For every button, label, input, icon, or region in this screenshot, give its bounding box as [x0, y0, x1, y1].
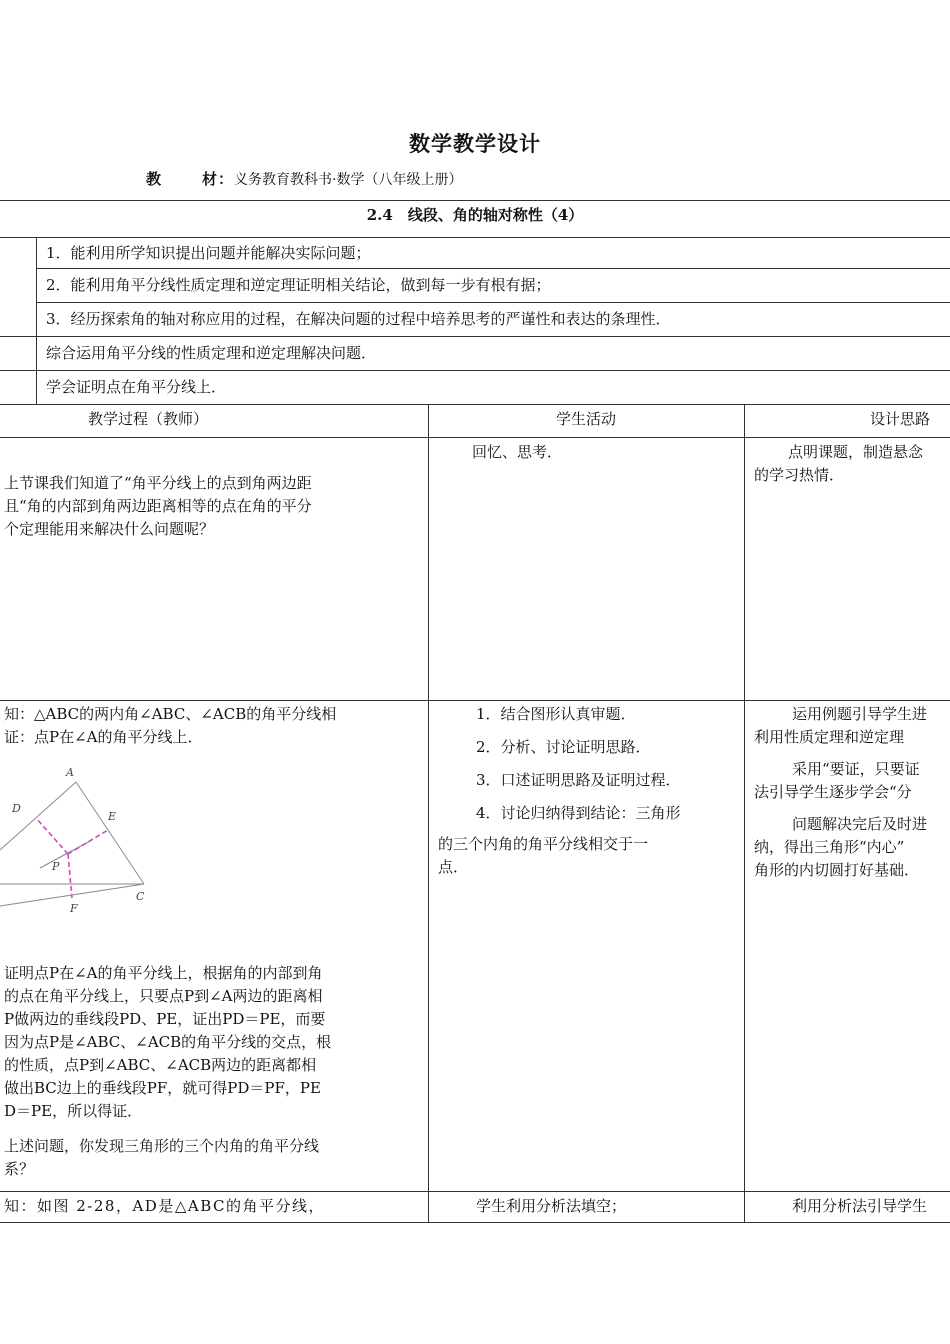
- label-D: D: [12, 802, 21, 815]
- text-line: 点．: [438, 858, 469, 876]
- text-line: 系？: [4, 1160, 35, 1178]
- objective-item: 2．能利用角平分线性质定理和逆定理证明相关结论，做到每一步有根有据；: [46, 276, 551, 294]
- row-line: [0, 437, 950, 438]
- row2-design: [754, 703, 950, 882]
- col-line: [744, 404, 745, 1222]
- text-line: 角形的内切圆打好基础．: [754, 861, 920, 879]
- text-line: 纳，得出三角形“内心”: [754, 838, 905, 856]
- text-line: 的点在角平分线上，只要点P到∠A两边的距离相: [4, 987, 323, 1005]
- text-line: 3．口述证明思路及证明过程．: [476, 771, 681, 789]
- text-line: 点明课题，制造悬念: [788, 443, 924, 461]
- row2-teacher-top: [4, 703, 424, 749]
- header-teacher: 教学过程（教师）: [87, 410, 208, 428]
- difficulty: 学会证明点在角平分线上．: [46, 378, 227, 396]
- row2-student: [438, 703, 738, 879]
- text-line: P做两边的垂线段PD、PE，证出PD＝PE，而要: [4, 1010, 326, 1028]
- label-E: E: [108, 810, 117, 823]
- text-line: 因为点P是∠ABC、∠ACB的角平分线的交点，根: [4, 1033, 332, 1051]
- col-line: [428, 404, 429, 1222]
- table-top-border: [0, 200, 950, 201]
- lesson-title: 2.4 线段、角的轴对称性（4）: [366, 206, 584, 224]
- text-line: 证：点P在∠A的角平分线上．: [4, 728, 203, 746]
- triangle-figure: [0, 760, 170, 920]
- row1-student: 回忆、思考．: [472, 443, 563, 461]
- row-line: [0, 1191, 950, 1192]
- row1-design: [754, 441, 950, 487]
- text-line: D＝PE，所以得证．: [4, 1102, 143, 1120]
- material-label-b: 材：: [202, 170, 235, 188]
- text-line: 上节课我们知道了“角平分线上的点到角两边距: [4, 474, 312, 492]
- text-line: 的三个内角的角平分线相交于一: [438, 835, 649, 853]
- row-line: [36, 268, 950, 269]
- row3-teacher: 知：如图 2-28，AD是△ABC的角平分线，: [4, 1197, 325, 1215]
- text-line: 采用“要证，只要证: [792, 760, 920, 778]
- row2-teacher-end: [4, 1135, 424, 1181]
- side-AB: [0, 782, 76, 850]
- table-bottom-border: [0, 1222, 950, 1223]
- text-line: 法引导学生逐步学会“分: [754, 783, 912, 801]
- header-design: 设计思路: [870, 410, 931, 428]
- material-line: [146, 168, 462, 189]
- key-point: 综合运用角平分线的性质定理和逆定理解决问题．: [46, 344, 377, 362]
- perp-PF: [68, 854, 72, 898]
- text-line: 做出BC边上的垂线段PF，就可得PD＝PF，PE: [4, 1079, 321, 1097]
- row2-teacher-bottom: [4, 962, 424, 1123]
- row3-design: 利用分析法引导学生: [792, 1197, 928, 1215]
- row-line: [0, 237, 950, 238]
- row-line: [0, 370, 950, 371]
- text-line: 1．结合图形认真审题．: [476, 705, 636, 723]
- col-line: [36, 237, 37, 404]
- objective-item: 3．经历探索角的轴对称应用的过程，在解决问题的过程中培养思考的严谨性和表达的条理性．: [46, 310, 671, 328]
- objective-item: 1．能利用所学知识提出问题并能解决实际问题；: [46, 244, 371, 262]
- text-line: 个定理能用来解决什么问题呢？: [4, 520, 215, 538]
- row1-teacher: [4, 472, 424, 541]
- text-line: 利用性质定理和逆定理: [754, 728, 905, 746]
- material-label-a: 教: [146, 170, 163, 188]
- text-line: 证明点P在∠A的角平分线上，根据角的内部到角: [4, 964, 323, 982]
- row-line: [0, 700, 950, 701]
- text-line: 4．讨论归纳得到结论：三角形: [476, 804, 681, 822]
- text-line: 2．分析、讨论证明思路．: [476, 738, 651, 756]
- side-AC: [76, 782, 144, 884]
- text-line: 上述问题，你发现三角形的三个内角的角平分线: [4, 1137, 320, 1155]
- header-student: 学生活动: [555, 410, 616, 428]
- doc-title: 数学教学设计: [409, 131, 541, 156]
- row3-student: 学生利用分析法填空；: [476, 1197, 627, 1215]
- text-line: 且“角的内部到角两边距离相等的点在角的平分: [4, 497, 312, 515]
- text-line: 问题解决完后及时进: [792, 815, 928, 833]
- material-value: 义务教育教科书·数学（八年级上册）: [234, 172, 463, 188]
- row-line: [0, 336, 950, 337]
- row-line: [0, 404, 950, 405]
- label-C: C: [136, 890, 145, 903]
- label-F: F: [70, 902, 78, 915]
- perp-PD: [36, 818, 68, 854]
- label-A: A: [66, 766, 74, 779]
- row-line: [36, 302, 950, 303]
- text-line: 的性质，点P到∠ABC、∠ACB两边的距离都相: [4, 1056, 317, 1074]
- text-line: 运用例题引导学生进: [792, 705, 928, 723]
- label-P: P: [52, 860, 60, 873]
- text-line: 知：△ABC的两内角∠ABC、∠ACB的角平分线相: [4, 705, 337, 723]
- text-line: 的学习热情．: [754, 466, 845, 484]
